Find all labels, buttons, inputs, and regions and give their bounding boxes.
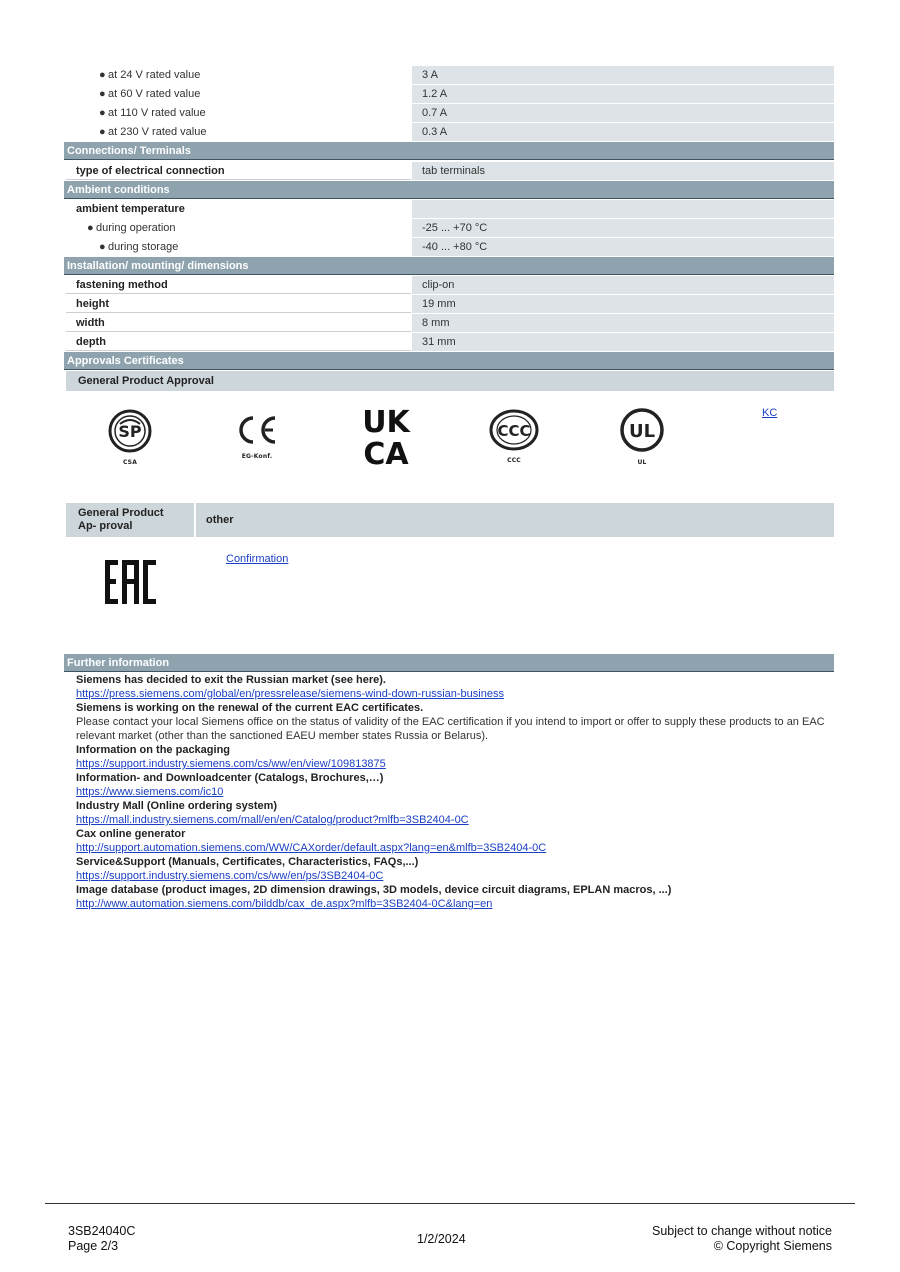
spec-row	[66, 314, 834, 332]
spec-row	[66, 295, 834, 313]
spec-value: 0.7 A	[412, 104, 834, 122]
bullet-icon: ●	[99, 241, 106, 253]
logo-caption: CCC	[507, 457, 521, 464]
spec-value: 8 mm	[412, 314, 834, 332]
info-title: Cax online generator	[76, 828, 186, 840]
info-title: Industry Mall (Online ordering system)	[76, 800, 278, 812]
further-info-list	[76, 673, 836, 911]
spec-row	[66, 200, 834, 218]
spec-value-empty	[412, 200, 834, 218]
info-link[interactable]: https://support.industry.siemens.com/cs/ww/en/view/109813875	[76, 758, 386, 770]
spec-label: at 110 V rated value	[108, 107, 206, 119]
svg-text:CCC: CCC	[497, 422, 531, 440]
info-title: Service&Support (Manuals, Certificates, Characteristics, FAQs,...)	[76, 856, 419, 868]
csa-logo-icon	[102, 408, 158, 466]
section-header-further: Further information	[64, 654, 834, 672]
spec-label: at 24 V rated value	[108, 69, 201, 81]
spec-value: clip-on	[412, 276, 834, 294]
info-link[interactable]: https://press.siemens.com/global/en/pressrelease/siemens-wind-down-russian-business	[76, 688, 504, 700]
info-title: Image database (product images, 2D dimension drawings, 3D models, device circuit diagrams, EPLAN macros, ...)	[76, 884, 672, 896]
info-link[interactable]: http://www.automation.siemens.com/bilddb/cax_de.aspx?mlfb=3SB2404-0C&lang=en	[76, 898, 493, 910]
ccc-logo-icon	[486, 408, 542, 464]
info-link[interactable]: https://www.siemens.com/ic10	[76, 786, 224, 798]
spec-value: -25 ... +70 °C	[412, 219, 834, 237]
section-header-ambient: Ambient conditions	[64, 181, 834, 199]
logo-caption: UL	[637, 459, 647, 466]
ukca-logo-icon	[355, 404, 417, 470]
kc-link[interactable]: KC	[762, 407, 778, 419]
info-link[interactable]: https://support.industry.siemens.com/cs/ww/en/ps/3SB2404-0C	[76, 870, 384, 882]
bullet-icon: ●	[99, 69, 106, 81]
eac-logo-icon	[102, 558, 160, 610]
spec-value: -40 ... +80 °C	[412, 238, 834, 256]
spec-label: type of electrical connection	[66, 162, 411, 180]
info-title: Information- and Downloadcenter (Catalogs, Brochures,…)	[76, 772, 384, 784]
spec-label: depth	[66, 333, 411, 351]
spec-row	[66, 276, 834, 294]
other-approval-header-value: other	[196, 503, 834, 537]
footer-article: 3SB24040C	[68, 1224, 136, 1238]
logo-caption: EG-Konf.	[241, 453, 273, 460]
footer-page: Page 2/3	[68, 1239, 119, 1253]
general-approval-header: General Product Approval	[66, 371, 834, 391]
spec-label: height	[66, 295, 411, 313]
bullet-icon: ●	[87, 222, 94, 234]
footer-date: 1/2/2024	[417, 1232, 466, 1246]
section-header-installation: Installation/ mounting/ dimensions	[64, 257, 834, 275]
spec-label: fastening method	[66, 276, 411, 294]
spec-label: width	[66, 314, 411, 332]
bullet-icon: ●	[99, 88, 106, 100]
spec-value: tab terminals	[412, 162, 834, 180]
spec-label: during storage	[108, 241, 179, 253]
bullet-icon: ●	[99, 107, 106, 119]
confirmation-link[interactable]: Confirmation	[226, 553, 289, 565]
spec-row	[66, 162, 834, 180]
other-approval-header-label: General Product Ap- proval	[66, 503, 194, 537]
spec-label: at 60 V rated value	[108, 88, 201, 100]
footer-copyright: © Copyright Siemens	[713, 1239, 832, 1253]
bullet-icon: ●	[99, 126, 106, 138]
footer-divider	[45, 1203, 855, 1204]
section-header-approvals: Approvals Certificates	[64, 352, 834, 370]
spec-label: at 230 V rated value	[108, 126, 207, 138]
svg-text:UL: UL	[628, 421, 656, 442]
info-link[interactable]: http://support.automation.siemens.com/WW/CAXorder/default.aspx?lang=en&mlfb=3SB2404-0C	[76, 842, 547, 854]
spec-label: during operation	[96, 222, 176, 234]
info-title: Information on the packaging	[76, 744, 231, 756]
info-title: Siemens has decided to exit the Russian market (see here).	[76, 674, 386, 686]
ul-logo-icon	[616, 406, 668, 466]
spec-value: 1.2 A	[412, 85, 834, 103]
svg-text:SP: SP	[118, 422, 142, 441]
spec-row	[66, 66, 834, 84]
spec-row	[66, 238, 834, 256]
svg-text:UK: UK	[362, 405, 410, 440]
spec-row	[66, 333, 834, 351]
other-approval-header	[66, 503, 834, 537]
info-link[interactable]: https://mall.industry.siemens.com/mall/en/en/Catalog/product?mlfb=3SB2404-0C	[76, 814, 469, 826]
section-header-connections: Connections/ Terminals	[64, 142, 834, 160]
ce-logo-icon	[227, 412, 287, 460]
logo-caption: CSA	[122, 459, 138, 466]
spec-row	[66, 219, 834, 237]
spec-value: 31 mm	[412, 333, 834, 351]
spec-row	[66, 123, 834, 141]
spec-value: 3 A	[412, 66, 834, 84]
svg-text:CA: CA	[363, 437, 409, 466]
spec-value: 0.3 A	[412, 123, 834, 141]
spec-row	[66, 104, 834, 122]
footer-notice: Subject to change without notice	[652, 1224, 832, 1238]
spec-value: 19 mm	[412, 295, 834, 313]
footer-right	[652, 1224, 832, 1254]
info-title: Siemens is working on the renewal of the current EAC certificates.	[76, 702, 424, 714]
spec-label: ambient temperature	[76, 203, 185, 215]
info-text: Please contact your local Siemens office on the status of validity of the EAC certification if you intend to import or offer to supply these products to an EAC relevant market (other than the sanctioned EAEU member states Russia or Belarus).	[76, 716, 825, 742]
spec-row	[66, 85, 834, 103]
footer-left	[68, 1224, 135, 1254]
